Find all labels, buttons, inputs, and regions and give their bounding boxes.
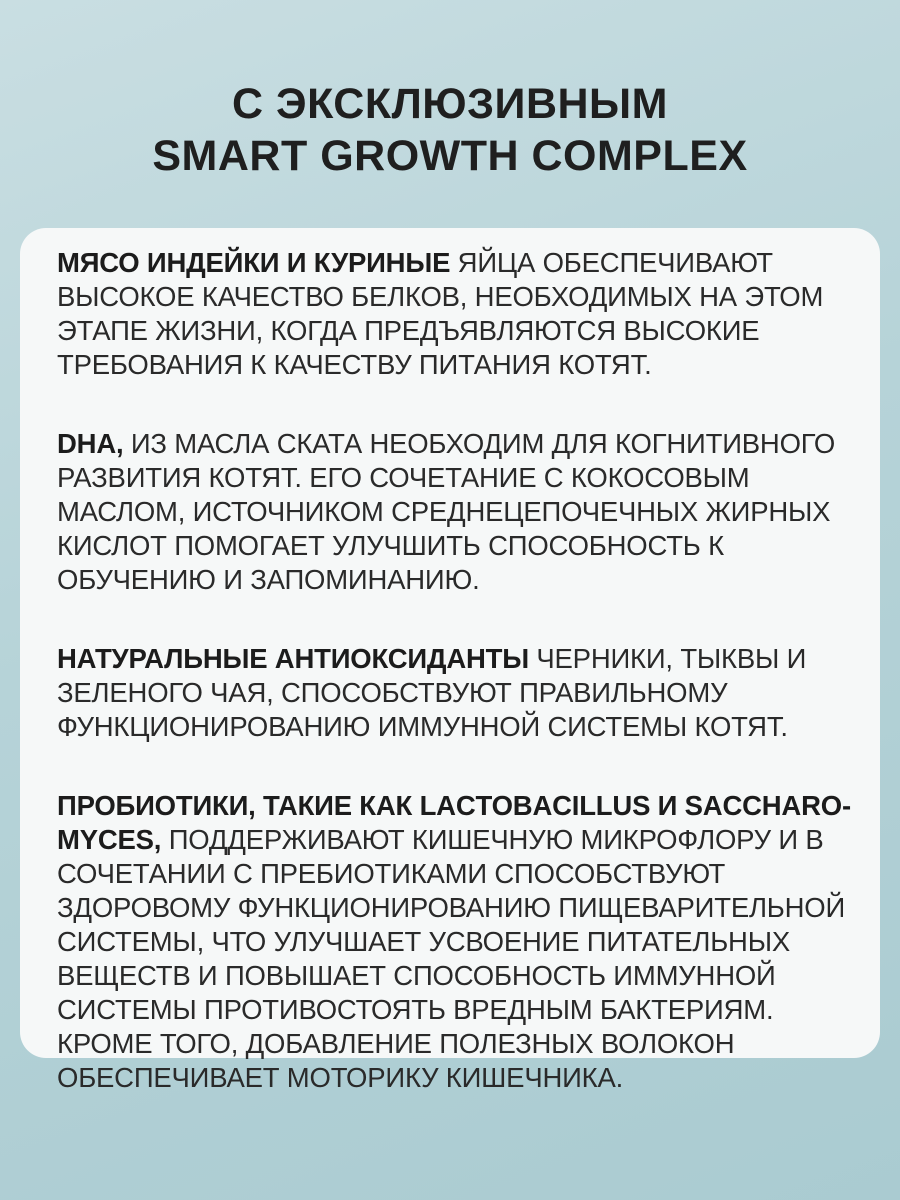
paragraph-text: ПОДДЕРЖИВАЮТ КИШЕЧНУЮ МИКРОФЛОРУ И В СОЧЕТАНИИ С ПРЕБИОТИКАМИ СПОСОБСТВУЮТ ЗДОРОВОМУ ФУНКЦИОНИРОВАНИЮ ПИЩЕВАРИТЕЛЬНОЙ СИСТЕМЫ, ЧТО УЛУЧШАЕТ УСВОЕНИЕ ПИТАТЕЛЬНЫХ ВЕЩЕСТВ И ПОВЫШАЕТ СПОСОБНОСТЬ ИММУННОЙ СИСТЕМЫ ПРОТИВОСТОЯТЬ ВРЕДНЫМ БАКТЕРИЯМ. КРОМЕ ТОГО, ДОБАВЛЕНИЕ ПОЛЕЗНЫХ ВОЛОКОН ОБЕСПЕЧИВАЕТ МОТОРИКУ КИШЕЧНИКА.	[57, 824, 846, 1093]
page-title	[0, 78, 900, 182]
title-line-2: SMART GROWTH COMPLEX	[152, 132, 748, 180]
paragraph-probiotics	[57, 789, 860, 1095]
paragraph-heading: МЯСО ИНДЕЙКИ И КУРИНЫЕ	[57, 247, 451, 278]
paragraph-text: ИЗ МАСЛА СКАТА НЕОБХОДИМ ДЛЯ КОГНИТИВНОГО РАЗВИТИЯ КОТЯТ. ЕГО СОЧЕТАНИЕ С КОКОСОВЫМ МАСЛОМ, ИСТОЧНИКОМ СРЕДНЕЦЕПОЧЕЧНЫХ ЖИРНЫХ КИСЛОТ ПОМОГАЕТ УЛУЧШИТЬ СПОСОБНОСТЬ К ОБУЧЕНИЮ И ЗАПОМИНАНИЮ.	[57, 428, 836, 595]
title-line-1: С ЭКСКЛЮЗИВНЫМ	[232, 80, 668, 128]
paragraph-heading: ПРОБИОТИКИ, ТАКИЕ КАК LACTOBACILLUS И SACCHARO-MYCES,	[57, 790, 851, 855]
paragraph-dha	[57, 427, 860, 597]
paragraph-heading: НАТУРАЛЬНЫЕ АНТИОКСИДАНТЫ	[57, 643, 529, 674]
paragraph-text: ЯЙЦА ОБЕСПЕЧИВАЮТ ВЫСОКОЕ КАЧЕСТВО БЕЛКОВ, НЕОБХОДИМЫХ НА ЭТОМ ЭТАПЕ ЖИЗНИ, КОГДА ПРЕДЪЯВЛЯЮТСЯ ВЫСОКИЕ ТРЕБОВАНИЯ К КАЧЕСТВУ ПИТАНИЯ КОТЯТ.	[57, 247, 824, 380]
paragraph-antioxidants	[57, 642, 860, 744]
benefits-card	[20, 228, 880, 1093]
paragraph-heading: DHA,	[57, 428, 124, 459]
paragraph-text: ЧЕРНИКИ, ТЫКВЫ И ЗЕЛЕНОГО ЧАЯ, СПОСОБСТВУЮТ ПРАВИЛЬНОМУ ФУНКЦИОНИРОВАНИЮ ИММУННОЙ СИСТЕМЫ КОТЯТ.	[57, 643, 807, 742]
paragraph-turkey-eggs	[57, 246, 860, 382]
